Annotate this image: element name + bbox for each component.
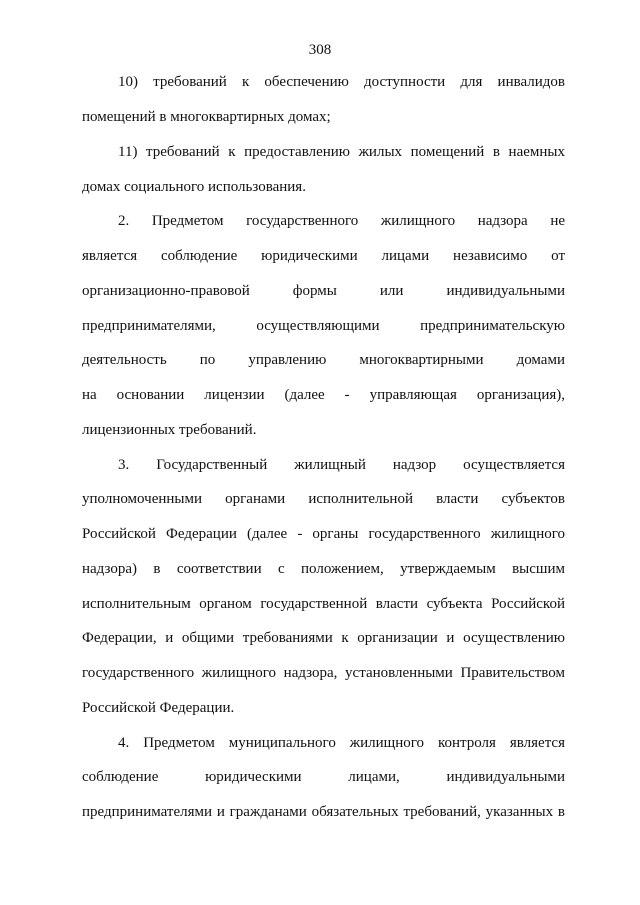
text-line: соблюдение юридическими лицами, индивидуальными: [82, 769, 565, 785]
text-line: на основании лицензии (далее - управляющая организация),: [82, 387, 565, 403]
text-line: является соблюдение юридическими лицами независимо от: [82, 248, 565, 264]
text-line: уполномоченными органами исполнительной власти субъектов: [82, 491, 565, 507]
text-line: 2. Предметом государственного жилищного надзора не: [118, 213, 565, 229]
text-line: Российской Федерации.: [82, 700, 235, 716]
text-line: предпринимателями и гражданами обязательных требований, указанных в: [82, 804, 565, 820]
text-line: деятельность по управлению многоквартирными домами: [82, 352, 565, 368]
text-line: домах социального использования.: [82, 179, 306, 195]
text-line: 3. Государственный жилищный надзор осуществляется: [118, 457, 565, 473]
text-line: 11) требований к предоставлению жилых помещений в наемных: [118, 144, 565, 160]
text-line: государственного жилищного надзора, установленными Правительством: [82, 665, 565, 681]
text-line: лицензионных требований.: [82, 422, 257, 438]
text-line: помещений в многоквартирных домах;: [82, 109, 331, 125]
text-line: предпринимателями, осуществляющими предпринимательскую: [82, 318, 565, 334]
text-line: надзора) в соответствии с положением, утверждаемым высшим: [82, 561, 565, 577]
page-number: 308: [308, 42, 332, 58]
text-line: Российской Федерации (далее - органы государственного жилищного: [82, 526, 565, 542]
text-line: Федерации, и общими требованиями к организации и осуществлению: [82, 630, 565, 646]
text-line: организационно-правовой формы или индивидуальными: [82, 283, 565, 299]
text-line: исполнительным органом государственной власти субъекта Российской: [82, 596, 565, 612]
text-line: 10) требований к обеспечению доступности для инвалидов: [118, 74, 565, 90]
text-line: 4. Предметом муниципального жилищного контроля является: [118, 735, 565, 751]
